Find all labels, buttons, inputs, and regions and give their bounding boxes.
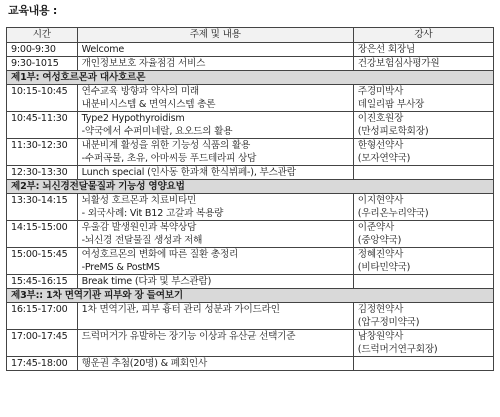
topic-line: -약국에서 수퍼미네랄, 요오드의 활용: [81, 126, 233, 137]
topic-cell: [77, 303, 353, 330]
table-row: [7, 43, 494, 57]
speaker-cell: [353, 166, 493, 180]
topic-line: 개인정보보호 자율점검 서비스: [81, 58, 206, 69]
topic-cell: [77, 330, 353, 357]
speaker-line: (우리온누리약국): [357, 208, 429, 219]
table-header-row: [7, 28, 494, 43]
topic-cell: [77, 57, 353, 71]
time-cell: 9:00-9:30: [7, 43, 78, 57]
speaker-cell: [353, 85, 493, 112]
topic-line: -PreMS & PostMS: [81, 262, 160, 273]
topic-line: -뇌신경 전달물질 생성과 저해: [81, 235, 203, 246]
table-row: [7, 112, 494, 139]
table-row: [7, 139, 494, 166]
section-title: 제3부:: 1차 면역기관 피부와 장 들여보기: [7, 289, 494, 303]
topic-cell: [77, 194, 353, 221]
header-topic: 주제 및 내용: [77, 28, 353, 43]
speaker-cell: [353, 43, 493, 57]
topic-cell: [77, 275, 353, 289]
table-row: [7, 303, 494, 330]
table-row: [7, 85, 494, 112]
topic-cell: [77, 357, 353, 371]
time-cell: 17:00-17:45: [7, 330, 78, 357]
section-row: [7, 180, 494, 194]
topic-cell: [77, 221, 353, 248]
education-content-heading: 교육내용 :: [8, 4, 57, 17]
speaker-cell: [353, 357, 493, 371]
schedule-table: [6, 27, 494, 371]
topic-line: 우울감 발생원인과 복약상담: [81, 222, 197, 233]
speaker-line: (만성피로학회장): [357, 126, 429, 137]
speaker-line: (비타민약국): [357, 262, 411, 273]
section-title: 제1부: 여성호르몬과 대사호르몬: [7, 71, 494, 85]
table-row: [7, 57, 494, 71]
schedule-body: [7, 43, 494, 371]
section-row: [7, 71, 494, 85]
header-time: 시간: [7, 28, 78, 43]
speaker-cell: [353, 139, 493, 166]
speaker-line: 이준약사: [357, 222, 395, 233]
speaker-line: (모자연약국): [357, 153, 411, 164]
topic-cell: [77, 139, 353, 166]
topic-cell: [77, 166, 353, 180]
table-row: [7, 330, 494, 357]
speaker-cell: [353, 303, 493, 330]
time-cell: 17:45-18:00: [7, 357, 78, 371]
topic-line: Welcome: [81, 44, 125, 55]
topic-line: 연수교육 방향과 약사의 미래: [81, 86, 199, 97]
table-row: [7, 275, 494, 289]
section-row: [7, 289, 494, 303]
topic-line: - 외국사례: Vit B12 고갈과 복용량: [81, 208, 224, 219]
topic-line: -수퍼곡물, 초유, 아마씨등 푸드테라피 상담: [81, 153, 257, 164]
table-row: [7, 221, 494, 248]
speaker-line: 한형선약사: [357, 140, 404, 151]
speaker-line: 장은선 회장님: [357, 44, 416, 55]
time-cell: 13:30-14:15: [7, 194, 78, 221]
speaker-line: 김정현약사: [357, 304, 404, 315]
speaker-cell: [353, 275, 493, 289]
topic-line: 뇌활성 호르몬과 치료비타민: [81, 195, 197, 206]
table-row: [7, 248, 494, 275]
topic-cell: [77, 112, 353, 139]
table-row: [7, 194, 494, 221]
speaker-cell: [353, 330, 493, 357]
speaker-line: 남창원약사: [357, 331, 404, 342]
speaker-cell: [353, 112, 493, 139]
topic-cell: [77, 248, 353, 275]
table-row: [7, 166, 494, 180]
time-cell: 9:30-1015: [7, 57, 78, 71]
speaker-line: 건강보험심사평가원: [357, 58, 440, 69]
header-speaker: 강사: [353, 28, 493, 43]
topic-line: 1차 면역기관, 피부 흉터 관리 성분과 가이드라인: [81, 304, 280, 315]
time-cell: 11:30-12:30: [7, 139, 78, 166]
speaker-line: (중앙약국): [357, 235, 402, 246]
topic-line: 내분비계 활성을 위한 기능성 식품의 활용: [81, 140, 251, 151]
speaker-line: 이진호원장: [357, 113, 404, 124]
topic-line: Type2 Hypothyroidism: [81, 113, 185, 124]
speaker-line: 주경미박사: [357, 86, 404, 97]
speaker-line: 데일리팜 부사장: [357, 99, 425, 110]
time-cell: 16:15-17:00: [7, 303, 78, 330]
speaker-line: (드럭머거연구회장): [357, 344, 438, 355]
topic-line: Lunch special (인사동 한과채 한식뷔페-), 부스관람: [81, 167, 296, 178]
speaker-line: 정혜진약사: [357, 249, 404, 260]
time-cell: 10:45-11:30: [7, 112, 78, 139]
time-cell: 14:15-15:00: [7, 221, 78, 248]
topic-cell: [77, 43, 353, 57]
speaker-line: (압구정미약국): [357, 317, 420, 328]
speaker-line: 이지현약사: [357, 195, 404, 206]
topic-line: 여성호르몬의 변화에 따른 질환 총정리: [81, 249, 239, 260]
topic-line: 내분비시스템 & 면역시스템 총론: [81, 99, 216, 110]
topic-line: 드럭머거가 유발하는 장기능 이상과 유산균 선택기준: [81, 331, 296, 342]
topic-line: Break time (다과 및 부스관람): [81, 276, 212, 287]
time-cell: 12:30-13:30: [7, 166, 78, 180]
topic-cell: [77, 85, 353, 112]
speaker-cell: [353, 248, 493, 275]
speaker-cell: [353, 57, 493, 71]
table-row: [7, 357, 494, 371]
time-cell: 15:00-15:45: [7, 248, 78, 275]
time-cell: 10:15-10:45: [7, 85, 78, 112]
speaker-cell: [353, 194, 493, 221]
topic-line: 행운권 추첨(20명) & 폐회인사: [81, 358, 208, 369]
time-cell: 15:45-16:15: [7, 275, 78, 289]
section-title: 제2부: 뇌신경전달물질과 기능성 영양요법: [7, 180, 494, 194]
speaker-cell: [353, 221, 493, 248]
